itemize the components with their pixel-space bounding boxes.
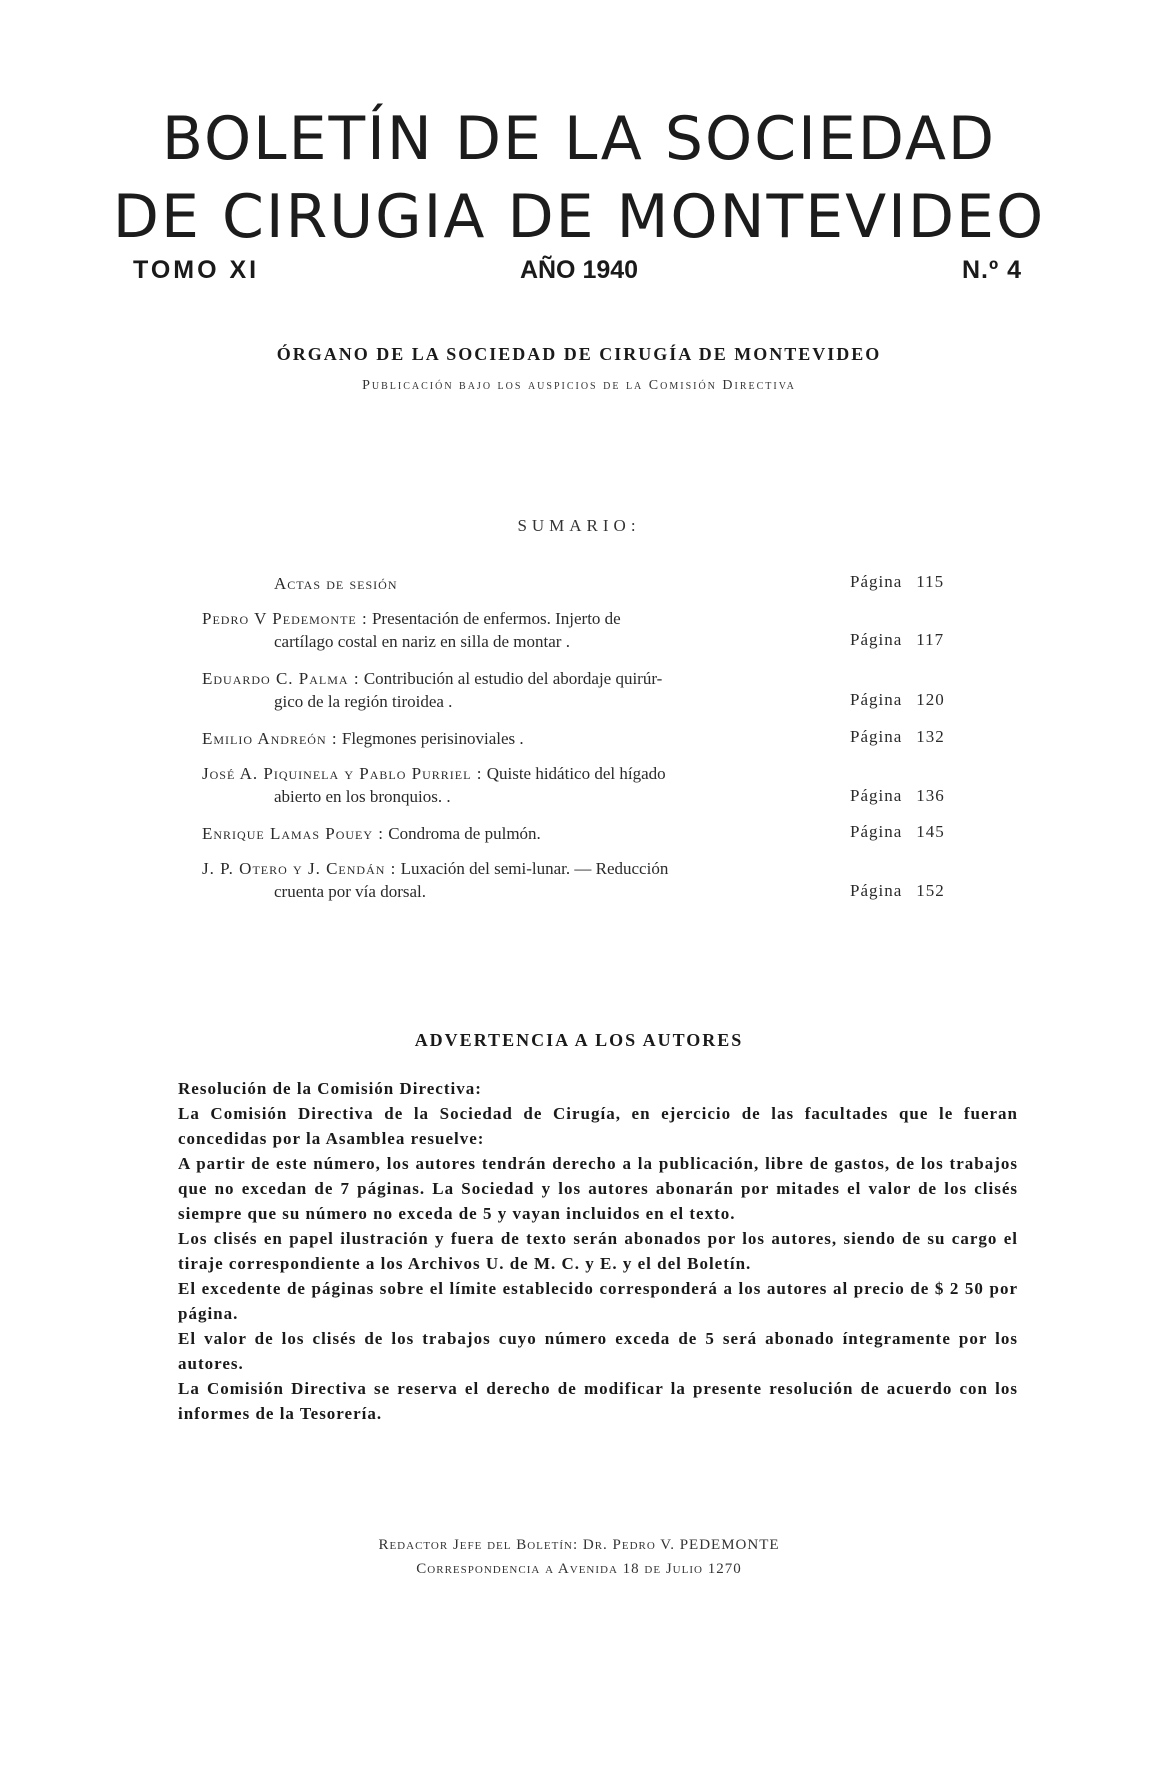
- notice-paragraph: A partir de este número, los autores tendrán derecho a la publicación, libre de gastos, de los trabajos que no excedan de 7 páginas. La Sociedad y los autores abonarán por mitades el valor de los clisés siempre que su número no exceda de 5 y vayan incluidos en el texto.: [178, 1154, 1018, 1223]
- publication-note: Publicación bajo los auspicios de la Comisión Directiva: [362, 378, 796, 393]
- toc-entry: [202, 822, 842, 845]
- summary-heading: SUMARIO:: [517, 516, 641, 535]
- toc-page-label: Página: [850, 727, 903, 746]
- toc-author: José A. Piquinela y Pablo Purriel :: [202, 764, 483, 783]
- toc-page-label: Página: [850, 630, 903, 649]
- toc-page-label: Página: [850, 786, 903, 805]
- notice-paragraph: El excedente de páginas sobre el límite establecido corresponderá a los autores al precio de $ 2 50 por página.: [178, 1279, 1018, 1323]
- year-label: AÑO 1940: [519, 256, 639, 284]
- toc-page-number: 117: [916, 630, 945, 649]
- journal-title-line1: BOLETÍN DE LA SOCIEDAD: [161, 104, 997, 174]
- organ-heading: ÓRGANO DE LA SOCIEDAD DE CIRUGÍA DE MONTEVIDEO: [276, 344, 882, 364]
- notice-heading: ADVERTENCIA A LOS AUTORES: [414, 1030, 744, 1050]
- notice-paragraph: Resolución de la Comisión Directiva:: [178, 1079, 482, 1098]
- toc-page-ref: [850, 727, 945, 747]
- toc-page-ref: [850, 881, 945, 901]
- toc-author: Pedro V Pedemonte :: [202, 609, 368, 628]
- toc-title: Condroma de pulmón.: [388, 824, 541, 843]
- toc-page-ref: [850, 572, 944, 592]
- toc-page-ref: [850, 822, 945, 842]
- toc-page-ref: [850, 630, 944, 650]
- toc-title: Presentación de enfermos. Injerto de: [371, 609, 621, 628]
- toc-title: Flegmones perisinoviales .: [341, 729, 524, 748]
- notice-paragraph: La Comisión Directiva de la Sociedad de Cirugía, en ejercicio de las facultades que le fueran concedidas por la Asamblea resuelve:: [178, 1104, 1018, 1148]
- toc-title: Luxación del semi-lunar. — Reducción: [400, 859, 669, 878]
- toc-author: J. P. Otero y J. Cendán :: [202, 859, 397, 878]
- toc-page-label: Página: [850, 822, 903, 841]
- notice-paragraph: La Comisión Directiva se reserva el derecho de modificar la presente resolución de acuerdo con los informes de la Tesorería.: [178, 1379, 1018, 1423]
- journal-title-line2: DE CIRUGIA DE MONTEVIDEO: [112, 182, 1046, 252]
- toc-entry: [202, 727, 842, 750]
- toc-title-cont: gico de la región tiroidea .: [274, 692, 453, 711]
- toc-title: Contribución al estudio del abordaje quirúr-: [363, 669, 663, 688]
- toc-author: Eduardo C. Palma :: [202, 669, 360, 688]
- issue-number: N.º 4: [962, 256, 1022, 284]
- toc-page-number: 145: [916, 822, 945, 841]
- toc-title: Quiste hidático del hígado: [486, 764, 666, 783]
- notice-paragraph: El valor de los clisés de los trabajos cuyo número exceda de 5 será abonado íntegramente por los autores.: [178, 1329, 1018, 1373]
- toc-page-label: Página: [850, 881, 903, 900]
- toc-author: Emilio Andreón :: [202, 729, 338, 748]
- toc-entry: [202, 667, 842, 713]
- volume-label: TOMO XI: [133, 256, 260, 284]
- toc-entry: [202, 857, 842, 903]
- toc-entry: [202, 607, 842, 653]
- toc-page-number: 152: [916, 881, 945, 900]
- toc-title-cont: cruenta por vía dorsal.: [274, 882, 426, 901]
- toc-title: Actas de sesión: [274, 574, 398, 593]
- toc-page-number: 132: [916, 727, 945, 746]
- notice-body: [178, 1076, 1018, 1426]
- notice-paragraph: Los clisés en papel ilustración y fuera de texto serán abonados por los autores, siendo de su cargo el tiraje correspondiente a los Archivos U. de M. C. y E. y el del Boletín.: [178, 1229, 1018, 1273]
- toc-page-number: 120: [916, 690, 945, 709]
- toc-page-number: 115: [916, 572, 945, 591]
- editor-credit: Redactor Jefe del Boletín: Dr. Pedro V. PEDEMONTE: [378, 1537, 780, 1553]
- toc-page-number: 136: [916, 786, 945, 805]
- toc-page-label: Página: [850, 572, 903, 591]
- toc-author: Enrique Lamas Pouey :: [202, 824, 385, 843]
- toc-page-ref: [850, 786, 945, 806]
- toc-entry: [274, 572, 914, 595]
- toc-page-ref: [850, 690, 945, 710]
- toc-page-label: Página: [850, 690, 903, 709]
- toc-title-cont: cartílago costal en nariz en silla de montar .: [274, 632, 570, 651]
- toc-title-cont: abierto en los bronquios. .: [274, 787, 451, 806]
- correspondence-address: Correspondencia a Avenida 18 de Julio 1270: [416, 1561, 742, 1577]
- toc-entry: [202, 762, 842, 808]
